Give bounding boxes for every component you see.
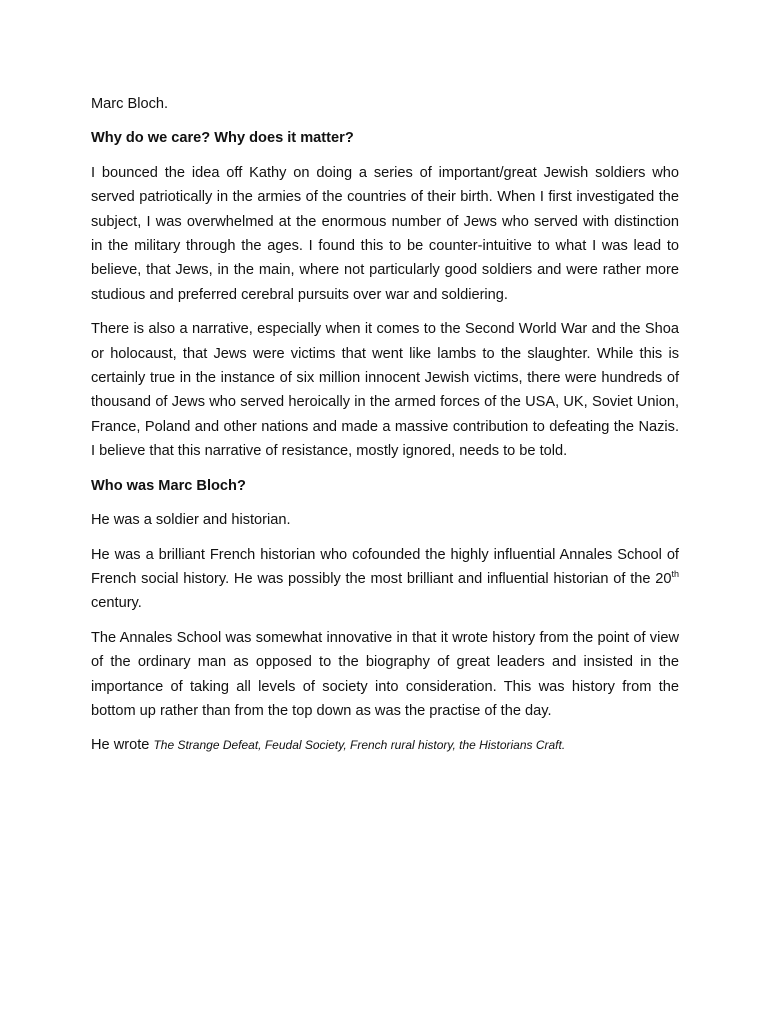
paragraph-intro: I bounced the idea off Kathy on doing a series of important/great Jewish soldiers who served patriotically in the armies of the countries of their birth. When I first investigated the subject, I was overwhelmed at the enormous number of Jews who served with distinction in the military through the ages. I found this to be counter-intuitive to what I was lead to believe, that Jews, in the main, where not particularly good soldiers and were rather more studious and preferred cerebral pursuits over war and soldiering. — [91, 164, 679, 303]
paragraph-works — [91, 733, 679, 757]
paragraph-annales-founder-text: He was a brilliant French historian who cofounded the highly influential Annales School of French social history. He was possibly the most brilliant and influential historian of the 20 — [91, 546, 679, 587]
document-title: Marc Bloch. — [91, 96, 169, 112]
paragraph-annales-founder — [91, 543, 679, 616]
paragraph-annales-founder-end: century. — [91, 595, 142, 612]
ordinal-superscript: th — [671, 569, 679, 580]
works-titles: The Strange Defeat, Feudal Society, French rural history, the Historians Craft. — [153, 738, 566, 753]
paragraph-soldier-historian: He was a soldier and historian. — [91, 512, 291, 529]
paragraph-narrative: There is also a narrative, especially when it comes to the Second World War and the Shoa or holocaust, that Jews were victims that went like lambs to the slaughter. While this is certainly true in the instance of six million innocent Jewish victims, there were hundreds of thousand of Jews who served heroically in the armed forces of the USA, UK, Soviet Union, France, Poland and other nations and made a massive contribution to defeating the Nazis. I believe that this narrative of resistance, mostly ignored, needs to be told. — [91, 321, 679, 460]
paragraph-annales-school: The Annales School was somewhat innovative in that it wrote history from the point of view of the ordinary man as opposed to the biography of great leaders and insisted in the importance of taking all levels of society into consideration. This was history from the bottom up rather than from the top down as was the practise of the day. — [91, 629, 679, 719]
section-heading-why: Why do we care? Why does it matter? — [91, 130, 354, 147]
works-lead: He wrote — [91, 737, 154, 754]
document-page — [91, 92, 679, 768]
section-heading-who: Who was Marc Bloch? — [91, 477, 246, 494]
